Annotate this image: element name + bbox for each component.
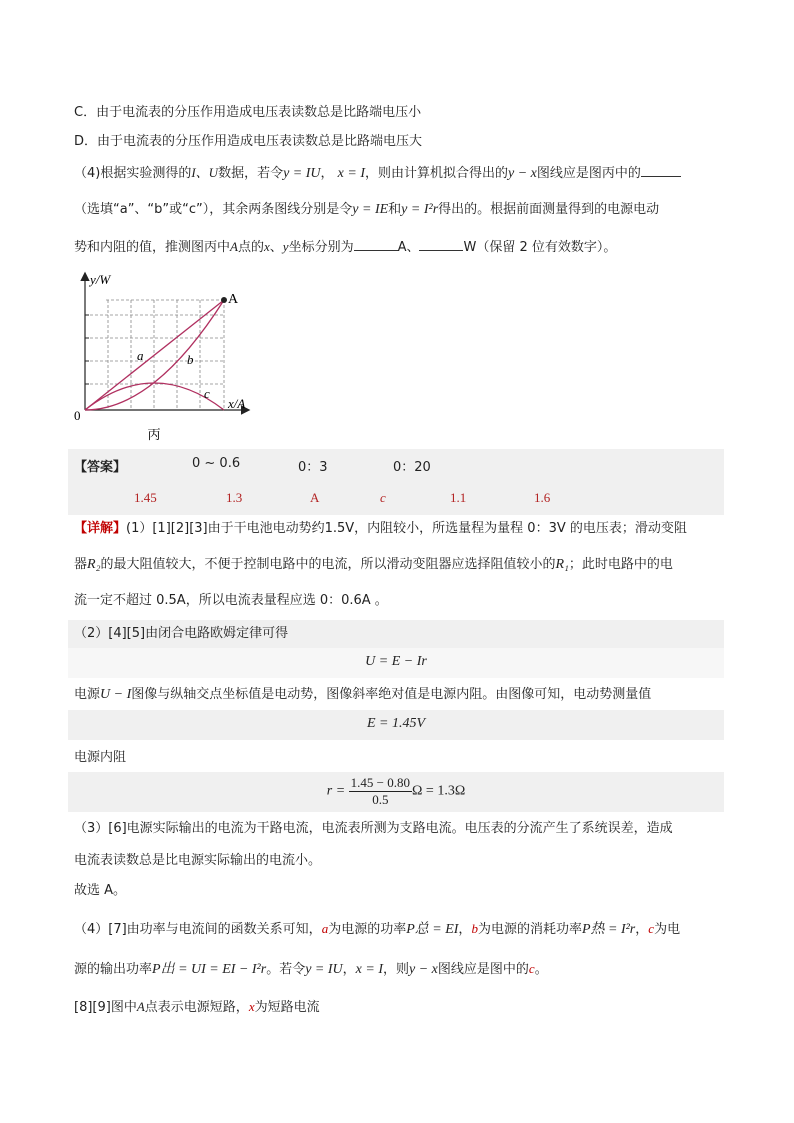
q4-math: y = IE bbox=[352, 202, 389, 217]
detail-text: 为短路电流 bbox=[254, 1000, 320, 1015]
eq3-result: Ω = 1.3Ω bbox=[412, 783, 466, 799]
q4-point: A bbox=[230, 239, 238, 254]
point-a-marker bbox=[221, 297, 227, 303]
detail-text: ， bbox=[342, 962, 356, 977]
eq3-lhs: r = bbox=[326, 783, 346, 799]
detail-text: 为电 bbox=[654, 922, 681, 937]
answer-value: 0：20 bbox=[393, 460, 431, 475]
detail-text: 电源 bbox=[74, 687, 101, 702]
answer-blank bbox=[354, 238, 398, 251]
detail-p1-line1 bbox=[74, 520, 687, 538]
curve-ref-c: c bbox=[648, 921, 655, 936]
detail-p2-line3: 电源内阻 bbox=[74, 750, 127, 765]
detail-text: 。若令 bbox=[266, 962, 306, 977]
question4-line2 bbox=[74, 201, 659, 219]
curve-a-label: a bbox=[137, 348, 144, 363]
detail-math: U − I bbox=[100, 687, 132, 702]
q4-text: A、 bbox=[397, 240, 420, 255]
question4-line3 bbox=[74, 238, 616, 257]
detail-text: ， bbox=[458, 922, 472, 937]
x-axis-label: x/A bbox=[228, 396, 246, 411]
detail-p2-line2 bbox=[74, 686, 651, 704]
detail-text: 源的输出功率 bbox=[74, 962, 153, 977]
detail-p3-line1: （3）[6]电源实际输出的电流为干路电流，电流表所测为支路电流。电压表的分流产生了系统误差，造成 bbox=[74, 821, 673, 836]
detail-math: x = I bbox=[355, 962, 383, 977]
detail-math: y = IU bbox=[305, 962, 343, 977]
curve-ref-c: c bbox=[528, 961, 535, 976]
option-c: C．由于电流表的分压作用造成电压表读数总是比路端电压小 bbox=[74, 105, 422, 120]
detail-text: 图线应是图中的 bbox=[437, 962, 529, 977]
equation-1: U = E − Ir bbox=[365, 654, 427, 669]
detail-text: ， bbox=[635, 922, 649, 937]
detail-var-x: x bbox=[248, 999, 255, 1014]
q4-text: 数据，若令 bbox=[218, 166, 284, 181]
detail-text: 为电源的功率 bbox=[328, 922, 407, 937]
option-d: D．由于电流表的分压作用造成电压表读数总是比路端电压大 bbox=[74, 134, 423, 149]
detail-text: 图像与纵轴交点坐标值是电动势，图像斜率绝对值是电源内阻。由图像可知，电动势测量值 bbox=[131, 687, 652, 702]
q4-text: 得出的。根据前面测量得到的电源电动 bbox=[438, 202, 660, 217]
figure-caption: 丙 bbox=[147, 428, 161, 443]
q4-text: （4)根据实验测得的 bbox=[74, 166, 192, 181]
detail-p1-line2 bbox=[74, 556, 673, 574]
answer-value: 1.3 bbox=[226, 490, 243, 505]
answer-value: A bbox=[310, 490, 320, 505]
question4-line1 bbox=[74, 164, 681, 183]
q4-var-y: y bbox=[282, 239, 289, 254]
curve-ref-a: a bbox=[321, 921, 329, 936]
detail-p1-line3: 流一定不超过 0.5A，所以电流表量程应选 0：0.6A 。 bbox=[74, 593, 388, 608]
answer-blank bbox=[641, 164, 681, 177]
q4-text: 和 bbox=[388, 202, 402, 217]
answer-value: 1.6 bbox=[534, 490, 551, 505]
detail-text: 为电源的消耗功率 bbox=[477, 922, 582, 937]
q4-text: 、 bbox=[269, 240, 283, 255]
detail-text: [8][9]图中 bbox=[74, 1000, 137, 1015]
figure-graph bbox=[70, 268, 270, 446]
q4-text: ，则由计算机拟合得出的 bbox=[365, 166, 509, 181]
detail-math: P出 = UI = EI − I²r bbox=[152, 962, 267, 977]
curve-ref-b: b bbox=[471, 921, 478, 936]
detail-text: ；此时电路中的电 bbox=[568, 557, 673, 572]
equation-3 bbox=[68, 775, 724, 808]
answer-value: 0：3 bbox=[298, 460, 328, 475]
q4-text: （选填“a”、“b”或“c”），其余两条图线分别是令 bbox=[74, 202, 353, 217]
detail-text: 点表示电源短路， bbox=[144, 1000, 249, 1015]
eq3-denominator: 0.5 bbox=[372, 792, 389, 807]
q4-math: y − x bbox=[508, 166, 537, 181]
detail-p2-line1: （2）[4][5]由闭合电路欧姆定律可得 bbox=[74, 626, 289, 641]
q4-text: 坐标分别为 bbox=[288, 240, 354, 255]
answer-value: 1.45 bbox=[134, 490, 157, 505]
q4-text: 势和内阻的值，推测图丙中 bbox=[74, 240, 231, 255]
detail-math: R₁ bbox=[555, 557, 569, 572]
detail-p4-line2 bbox=[74, 960, 548, 979]
detail-point: A bbox=[136, 999, 145, 1014]
q4-var-x: x bbox=[263, 239, 270, 254]
detail-text: 的最大阻值较大，不便于控制电路中的电流，所以滑动变阻器应选择阻值较小的 bbox=[100, 557, 556, 572]
point-a-label: A bbox=[228, 292, 239, 307]
detail-p5-line1 bbox=[74, 998, 320, 1017]
q4-math: y = IU bbox=[283, 166, 321, 181]
equation-2: E = 1.45V bbox=[366, 716, 426, 731]
curve-c-label: c bbox=[204, 386, 210, 401]
answer-label: 【答案】 bbox=[74, 460, 127, 475]
detail-text: 。 bbox=[534, 962, 548, 977]
detail-p3-line3: 故选 A。 bbox=[74, 883, 127, 898]
detail-label: 【详解】 bbox=[74, 521, 127, 536]
curve-b-label: b bbox=[187, 352, 194, 367]
q4-vars: I、U bbox=[191, 165, 219, 180]
detail-text: (1）[1][2][3]由于干电池电动势约1.5V，内阻较小，所选量程为量程 0：3V 的电压表；滑动变阻 bbox=[126, 521, 687, 536]
detail-text: 器 bbox=[74, 557, 88, 572]
detail-math: y − x bbox=[409, 962, 438, 977]
detail-p3-line2: 电流表读数总是比电源实际输出的电流小。 bbox=[74, 853, 322, 868]
answer-value: 1.1 bbox=[450, 490, 467, 505]
q4-text: W（保留 2 位有效数字）。 bbox=[463, 240, 617, 255]
detail-math: R₂ bbox=[87, 557, 101, 572]
y-axis-label: y/W bbox=[90, 272, 111, 287]
answer-value: c bbox=[380, 490, 386, 505]
q4-text: 图线应是图丙中的 bbox=[536, 166, 641, 181]
answer-blank bbox=[419, 238, 463, 251]
eq3-fraction bbox=[349, 775, 412, 808]
answer-value: 0 ~ 0.6 bbox=[192, 456, 241, 471]
detail-math: P总 = EI bbox=[406, 922, 459, 937]
q4-text: ， bbox=[320, 166, 334, 181]
detail-text: ，则 bbox=[383, 962, 410, 977]
q4-math: x = I bbox=[337, 166, 365, 181]
eq3-numerator: 1.45 − 0.80 bbox=[350, 775, 411, 790]
q4-text: 点的 bbox=[237, 240, 264, 255]
q4-math: y = I²r bbox=[401, 202, 439, 217]
origin-label: 0 bbox=[74, 408, 81, 423]
detail-text: （4）[7]由功率与电流间的函数关系可知， bbox=[74, 922, 322, 937]
detail-math: P热 = I²r bbox=[581, 922, 636, 937]
detail-p4-line1 bbox=[74, 920, 680, 939]
